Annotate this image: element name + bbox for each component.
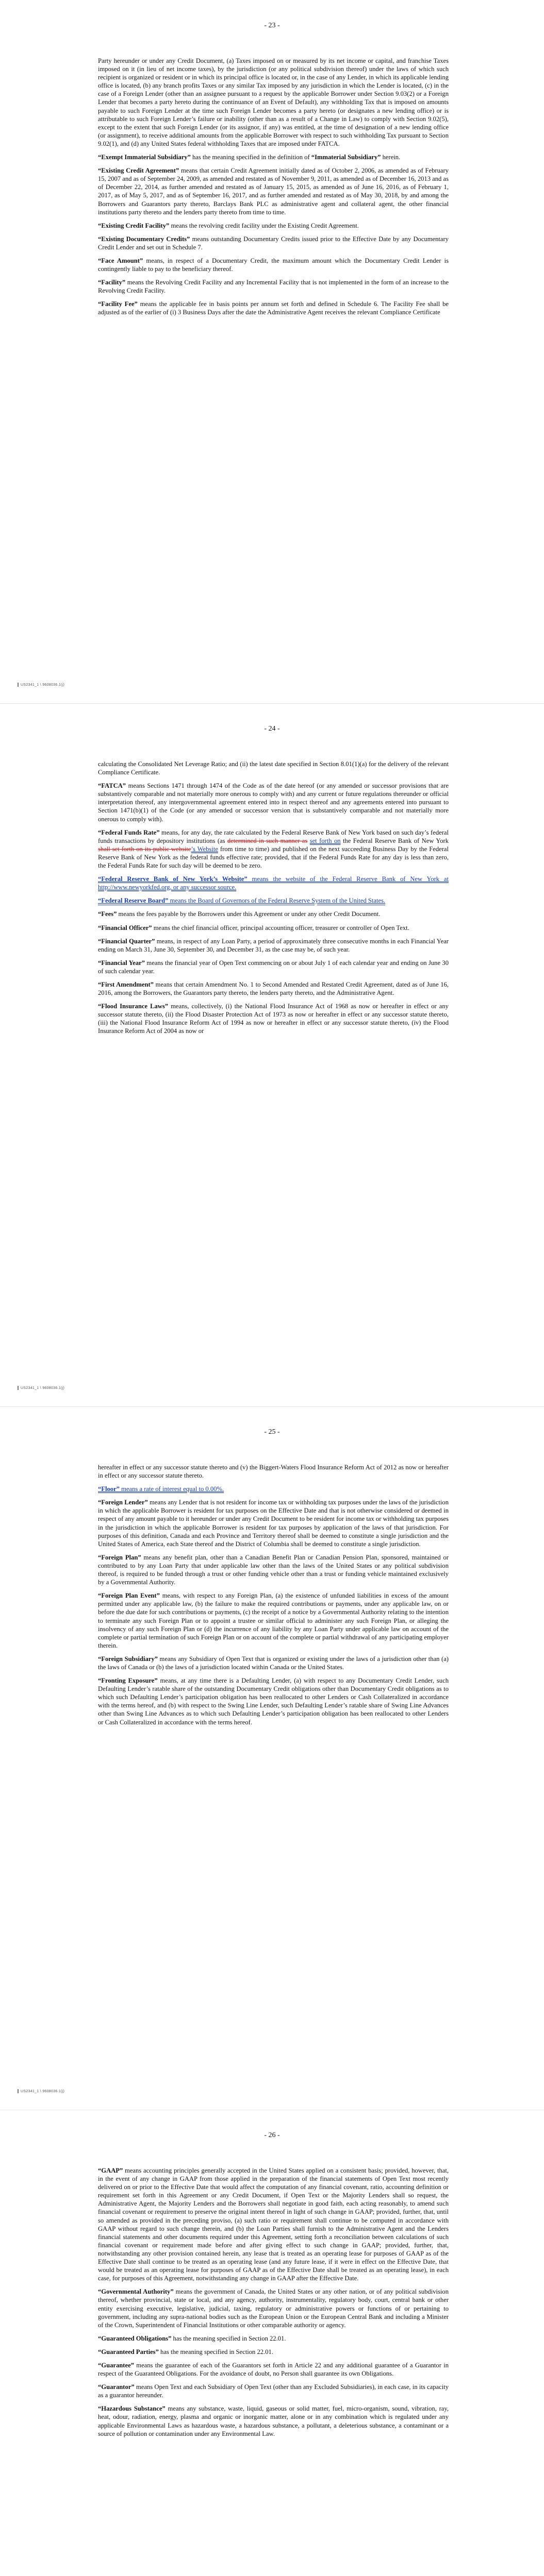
definition-paragraph [98,1591,449,1650]
text-run: means the Revolving Credit Facility and any Incremental Facility that is not implemented in the form of an increase to the Revolving Credit Facility. [98,279,449,295]
inserted-text: “Floor” [98,1485,120,1493]
text-run: the Federal Reserve Bank of New York [340,837,449,844]
text-run: means any Subsidiary of Open Text that is organized or existing under the laws of a jurisdiction other than (a) the laws of Canada or (b) the laws of a jurisdiction located within Canada or the United States. [98,1655,449,1671]
document-page [0,703,544,1406]
text-run: has the meaning specified in the definition of [190,154,311,161]
inserted-text: means the Board of Governors of the Federal Reserve System of the United States. [168,897,386,905]
defined-term: “First Amendment” [98,980,154,988]
page-number: - 23 - [264,22,280,29]
margin-bar-icon [18,683,19,687]
defined-term: “Hazardous Substance” [98,2405,166,2413]
definition-paragraph [98,2334,449,2343]
page-divider [0,1406,544,1407]
text-run: means accounting principles generally accepted in the United States applied on a consistent basis; provided, however, that, in the event of any change in GAAP from those applied in the preparation of the financial statements of Open Text most recently delivered on or prior to the Effective Date that would affect the computation of any financial covenant, ratio, accounting definition or requirement set forth in this Agreement or any Credit Document, if Open Text or the Majority Lenders shall so request, the Administrative Agent, the Majority Lenders and the Borrowers shall negotiate in good faith, each acting reasonably, to amend such financial covenant or requirement to preserve the original intent thereof in light of such change in GAAP; provided, further, that, until so amended as provided in the preceding proviso, (a) such ratio or requirement shall continue to be computed in accordance with GAAP without regard to such change therein, and (b) the Loan Parties shall furnish to the Administrative Agent and the Lenders financial statements and other documents required under this Agreement, setting forth a reconciliation between calculations of such financial covenant or requirement made before and after giving effect to such change in GAAP; provided, further, that, notwithstanding any other provision contained herein, any lease that is treated as an operating lease for purposes of GAAP as of the Effective Date shall continue to be treated as an operating lease (and any future lease, if it were in effect on the Effective Date, that would be treated as an operating lease for purposes of GAAP as of the Effective Date shall be treated as an operating lease), in each case, for purposes of this Agreement, notwithstanding any change in GAAP after the Effective Date. [98,2167,449,2282]
defined-term: “Fees” [98,910,117,918]
text-run: means, at any time there is a Defaulting Lender, (a) with respect to any Documentary Credit Lender, such Defaulting Lender’s ratable share of the outstanding Documentary Credit obligations other than Documentary Credit obligations as to which such Defaulting Lender’s participation obligation has been reallocated to other Lenders or Cash Collateralized in accordance with the terms hereof, and (b) with respect to the Swing Line Lender, such Defaulting Lender’s ratable share of Swing Line Advances other than Swing Line Advances as to which such Defaulting Lender’s participation obligation has been reallocated to other Lenders or Cash Collateralized in accordance with the terms hereof. [98,1677,449,1726]
defined-term: “FATCA” [98,782,126,790]
defined-term: “Fronting Exposure” [98,1677,158,1685]
defined-term: “Governmental Authority” [98,2288,174,2296]
defined-term: “GAAP” [98,2167,123,2174]
document-footer-id [18,2089,64,2093]
text-run: means, for any day, the rate calculated by the Federal Reserve Bank of New York based on such day’s federal funds transactions by depository institutions (as [98,828,449,844]
text-run: means, collectively, (i) the National Flood Insurance Act of 1968 as now or hereafter in effect or any successor statute thereto, (ii) the Flood Disaster Protection Act of 1973 as now or hereafter in effect or any successor statute thereto, (iii) the National Flood Insurance Reform Act of 1994 as now or hereafter in effect or any successor statute thereto, (iv) the Flood Insurance Reform Act of 2004 as now or [98,1003,449,1035]
definition-paragraph [98,222,449,230]
text-run: means, in respect of a Documentary Credit, the maximum amount which the Documentary Credit Lender is contingently liable to pay to the beneficiary thereof. [98,257,449,273]
definition-paragraph [98,2166,449,2282]
text-run: means the government of Canada, the United States or any other nation, or of any political subdivision thereof, whether provincial, state or local, and any agency, authority, instrumentality, regulatory body, court, central bank or other entity exercising executive, legislative, judicial, taxing, regulatory or administrative powers or functions of or pertaining to government, including any supra-national bodies such as the European Union or the European Central Bank and including a Minister of the Crown, Superintendent of Financial Institutions or other comparable authority or agency. [98,2288,449,2329]
text-run: has the meaning specified in Section 22.01. [158,2348,273,2355]
definition-paragraph [98,2361,449,2378]
definition-paragraph [98,278,449,295]
definition-paragraph [98,257,449,273]
defined-term: “Face Amount” [98,257,143,264]
defined-term: “Existing Credit Agreement” [98,167,179,175]
defined-term: “Foreign Subsidiary” [98,1655,158,1663]
definition-paragraph [98,959,449,975]
defined-term: “Facility” [98,279,126,286]
text-run: from time to time) and published on the next succeeding Business Day by the Federal Reserve Bank of New York as the federal funds effective rate; provided, that if the Federal Funds Rate for any day is less than zero, the Federal Funds Rate for such day will be deemed to be zero. [98,845,449,870]
defined-term: “Foreign Plan Event” [98,1592,160,1600]
text-run: means any substance, waste, liquid, gaseous or solid matter, fuel, micro-organism, sound, vibration, ray, heat, odour, radiation, energy, plasma and organic or inorganic matter, alone or in any combination which is regulated under any applicable Environmental Laws as hazardous waste, a hazardous substance, a pollutant, a deleterious substance, a contaminant or a source of pollution or contamination under any Environmental Law. [98,2405,449,2437]
footer-id-text: US2341_1 \ 9608036.1(j) [21,683,65,687]
text-run: means any Lender that is not resident for income tax or withholding tax purposes under the laws of the jurisdiction in which the applicable Borrower is resident for tax purposes on the Effective Date and that is not otherwise considered or deemed in respect of any amount payable to it hereunder or under any Credit Document to be resident for income tax or withholding tax purposes in the jurisdiction in which the applicable Borrower is resident for tax purposes by application of the laws of that jurisdiction. For purposes of this definition, Canada and each Province and Territory thereof shall be deemed to constitute a single jurisdiction and the United States of America, each State thereof and the District of Columbia shall be deemed to constitute a single jurisdiction. [98,1499,449,1548]
text-run: means Open Text and each Subsidiary of Open Text (other than any Excluded Subsidiaries), in each case, in its capacity as a guarantor hereunder. [98,2383,449,2399]
text-run: Party hereunder or under any Credit Document, (a) Taxes imposed on or measured by its net income or capital, and franchise Taxes imposed on it (in lieu of net income taxes), by the jurisdiction (or any political subdivision thereof) under the laws of which such recipient is organized or resident or in which its principal office is located or, in the case of any Lender, in which its applicable lending office is located, (b) any branch profits Taxes or any similar Tax imposed by any jurisdiction in which the Lender is located, (c) in the case of a Foreign Lender (other than an assignee pursuant to a request by the applicable Borrower under Section 9.03(2) or a Foreign Lender that becomes a party hereto during the continuance of an Event of Default), any withholding Tax that is imposed on amounts payable to such Foreign Lender at the time such Foreign Lender becomes a party hereto (or designates a new lending office) or is attributable to such Foreign Lender’s failure or inability (other than as a result of a Change in Law) to comply with Section 9.02(5), except to the extent that such Foreign Lender (or its assignor, if any) was entitled, at the time of designation of a new lending office (or assignment), to receive additional amounts from the applicable Borrower with respect to such withholding Tax pursuant to Section 9.02(1), and (d) any United States federal withholding Taxes that are imposed under FATCA. [98,57,449,147]
defined-term: “Guarantor” [98,2383,135,2391]
footer-id-text: US2341_1 \ 9608036.1(j) [21,1386,65,1390]
page-divider [0,703,544,704]
page-body [98,57,449,322]
document-page [0,1406,544,2110]
defined-term: “Foreign Plan” [98,1553,141,1561]
defined-term: “Federal Funds Rate” [98,828,160,836]
text-run: herein. [381,154,401,161]
definition-paragraph [98,1498,449,1548]
inserted-text: “Federal Reserve Bank of New York’s Website” [98,875,248,883]
definition-paragraph [98,760,449,776]
definition-paragraph [98,896,449,905]
inserted-text: Website [197,845,218,853]
defined-term: “Facility Fee” [98,300,138,308]
definition-paragraph [98,782,449,823]
definition-paragraph [98,2383,449,2399]
text-run: calculating the Consolidated Net Leverage Ratio; and (ii) the latest date specified in Section 8.01(1)(a) for the delivery of the relevant Compliance Certificate. [98,760,449,776]
defined-term: “Financial Quarter” [98,937,155,945]
deleted-text: determined in such manner as [227,837,308,844]
page-body [98,2166,449,2443]
text-run: means that certain Amendment No. 1 to Second Amended and Restated Credit Agreement, dated as of June 16, 2016, among the Borrowers, the Guarantors party thereto, the lenders party thereto, and the Administrative Agent. [98,980,449,997]
document-footer-id [18,1386,64,1390]
defined-term: “Exempt Immaterial Subsidiary” [98,154,191,161]
definition-paragraph [98,1485,449,1493]
inserted-text: set forth on [309,837,341,844]
text-run: means the financial year of Open Text commencing on or about July 1 of each calendar year and ending on June 30 of such calendar year. [98,959,449,975]
document-page [0,0,544,703]
text-run: hereafter in effect or any successor statute thereto and (v) the Biggert-Waters Flood Insurance Reform Act of 2012 as now or hereafter in effect or any successor statute thereto. [98,1464,449,1480]
page-body [98,760,449,1041]
page-body [98,1463,449,1732]
definition-paragraph [98,875,449,891]
defined-term: “Immaterial Subsidiary” [311,154,381,161]
text-run: means the revolving credit facility under the Existing Credit Agreement. [169,222,359,229]
defined-term: “Financial Officer” [98,924,152,931]
defined-term: “Financial Year” [98,959,145,967]
defined-term: “Guarantee” [98,2361,134,2369]
definition-paragraph [98,1676,449,1726]
footer-id-text: US2341_1 \ 9608036.1(j) [21,2089,65,2093]
definition-paragraph [98,1655,449,1671]
defined-term: “Guaranteed Obligations” [98,2334,172,2342]
text-run: means that certain Credit Agreement initially dated as of October 2, 2006, as amended as of February 15, 2007 and as of September 24, 2009, as amended and restated as of November 9, 2011, as amended as of December 16, 2013 and as of December 22, 2014, as further amended and restated as of January 15, 2015, as amended as of June 16, 2016, as of February 1, 2017, as of May 5, 2017, and as of September 16, 2017, and as further amended and restated as of May 30, 2018, by and among the Borrowers and Guarantors party thereto, Barclays Bank PLC as administrative agent and collateral agent, the other financial institutions party thereto and the lenders party thereto from time to time. [98,167,449,216]
definition-paragraph [98,235,449,251]
inserted-text: means a rate of interest equal to 0.00%. [119,1485,224,1493]
margin-bar-icon [18,1386,19,1390]
definition-paragraph [98,1463,449,1480]
defined-term: “Existing Credit Facility” [98,222,170,229]
text-run: means the fees payable by the Borrowers under this Agreement or under any other Credit Document. [117,910,381,918]
text-run: has the meaning specified in Section 22.01. [171,2334,286,2342]
defined-term: “Guaranteed Parties” [98,2348,159,2355]
defined-term: “Existing Documentary Credits” [98,235,190,243]
page-number: - 24 - [264,725,280,733]
text-run: means, with respect to any Foreign Plan, (a) the existence of unfunded liabilities in excess of the amount permitted under any applicable law, (b) the failure to make the required contributions or payments, under any applicable law, on or before the due date for such contributions or payments, (c) the receipt of a notice by a Governmental Authority relating to the intention to terminate any such Foreign Plan or to appoint a trustee or similar official to administer any such Foreign Plan, or alleging the insolvency of any such Foreign Plan or (d) the incurrence of any liability by any Loan Party under applicable law on account of the complete or partial termination of such Foreign Plan or on account of the complete or partial withdrawal of any participating employer therein. [98,1592,449,1649]
text-run: means the chief financial officer, principal accounting officer, treasurer or controller of Open Text. [152,924,409,931]
definition-paragraph [98,2348,449,2356]
document-page [0,2110,544,2576]
definition-paragraph [98,2404,449,2437]
margin-bar-icon [18,2089,19,2093]
inserted-text: “Federal Reserve Board” [98,897,169,905]
text-run: means outstanding Documentary Credits issued prior to the Effective Date by any Documentary Credit Lender and set out in Schedule 7. [98,235,449,251]
text-run: means any benefit plan, other than a Canadian Benefit Plan or Canadian Pension Plan, sponsored, maintained or contributed to by any Loan Party that under applicable law other than the laws of the United States or any political subdivision thereof, is required to be funded through a trust or other funding vehicle other than a trust or funding vehicle maintained exclusively by a Governmental Authority. [98,1553,449,1586]
text-run: means, in respect of any Loan Party, a period of approximately three consecutive months in each Financial Year ending on March 31, June 30, September 30, and December 31, as the case may be, of such year. [98,937,449,953]
definition-paragraph [98,57,449,148]
text-run: means Sections 1471 through 1474 of the Code as of the date hereof (or any amended or successor provisions that are substantively comparable and not materially more onerous to comply with) and any current or future regulations thereunder or official interpretation thereof, any intergovernmental agreement entered into in respect thereof and any agreements entered into pursuant to Section 1471(b)(1) of the Code (or any amended or successor version that is substantively comparable and not materially more onerous to comply with). [98,782,449,823]
document-footer-id [18,683,64,687]
defined-term: “Flood Insurance Laws” [98,1003,169,1010]
inserted-text: ’s [191,845,197,853]
definition-paragraph [98,153,449,161]
definition-paragraph [98,1553,449,1586]
definition-paragraph [98,1002,449,1035]
definition-paragraph [98,910,449,918]
definition-paragraph [98,937,449,954]
definition-paragraph [98,300,449,316]
inserted-text: means the website of the Federal Reserve Bank of New York at http://www.newyorkfed.org, or any successor source. [98,875,449,891]
text-run: means the guarantee of each of the Guarantors set forth in Article 22 and any additional guarantee of a Guarantor in respect of the Guaranteed Obligations. For the avoidance of doubt, no Person shall guarantee its own Obligations. [98,2361,449,2378]
page-number: - 26 - [264,2131,280,2139]
definition-paragraph [98,980,449,997]
deleted-text: shall set forth on its public website [98,845,191,853]
definition-paragraph [98,2287,449,2329]
page-number: - 25 - [264,1428,280,1436]
definition-paragraph [98,828,449,870]
defined-term: “Foreign Lender” [98,1499,148,1506]
text-run: means the applicable fee in basis points per annum set forth and defined in Schedule 6. The Facility Fee shall be adjusted as of the earlier of (i) 3 Business Days after the date the Administrative Agent receives the relevant Compliance Certificate [98,300,449,316]
definition-paragraph [98,166,449,216]
definition-paragraph [98,924,449,932]
